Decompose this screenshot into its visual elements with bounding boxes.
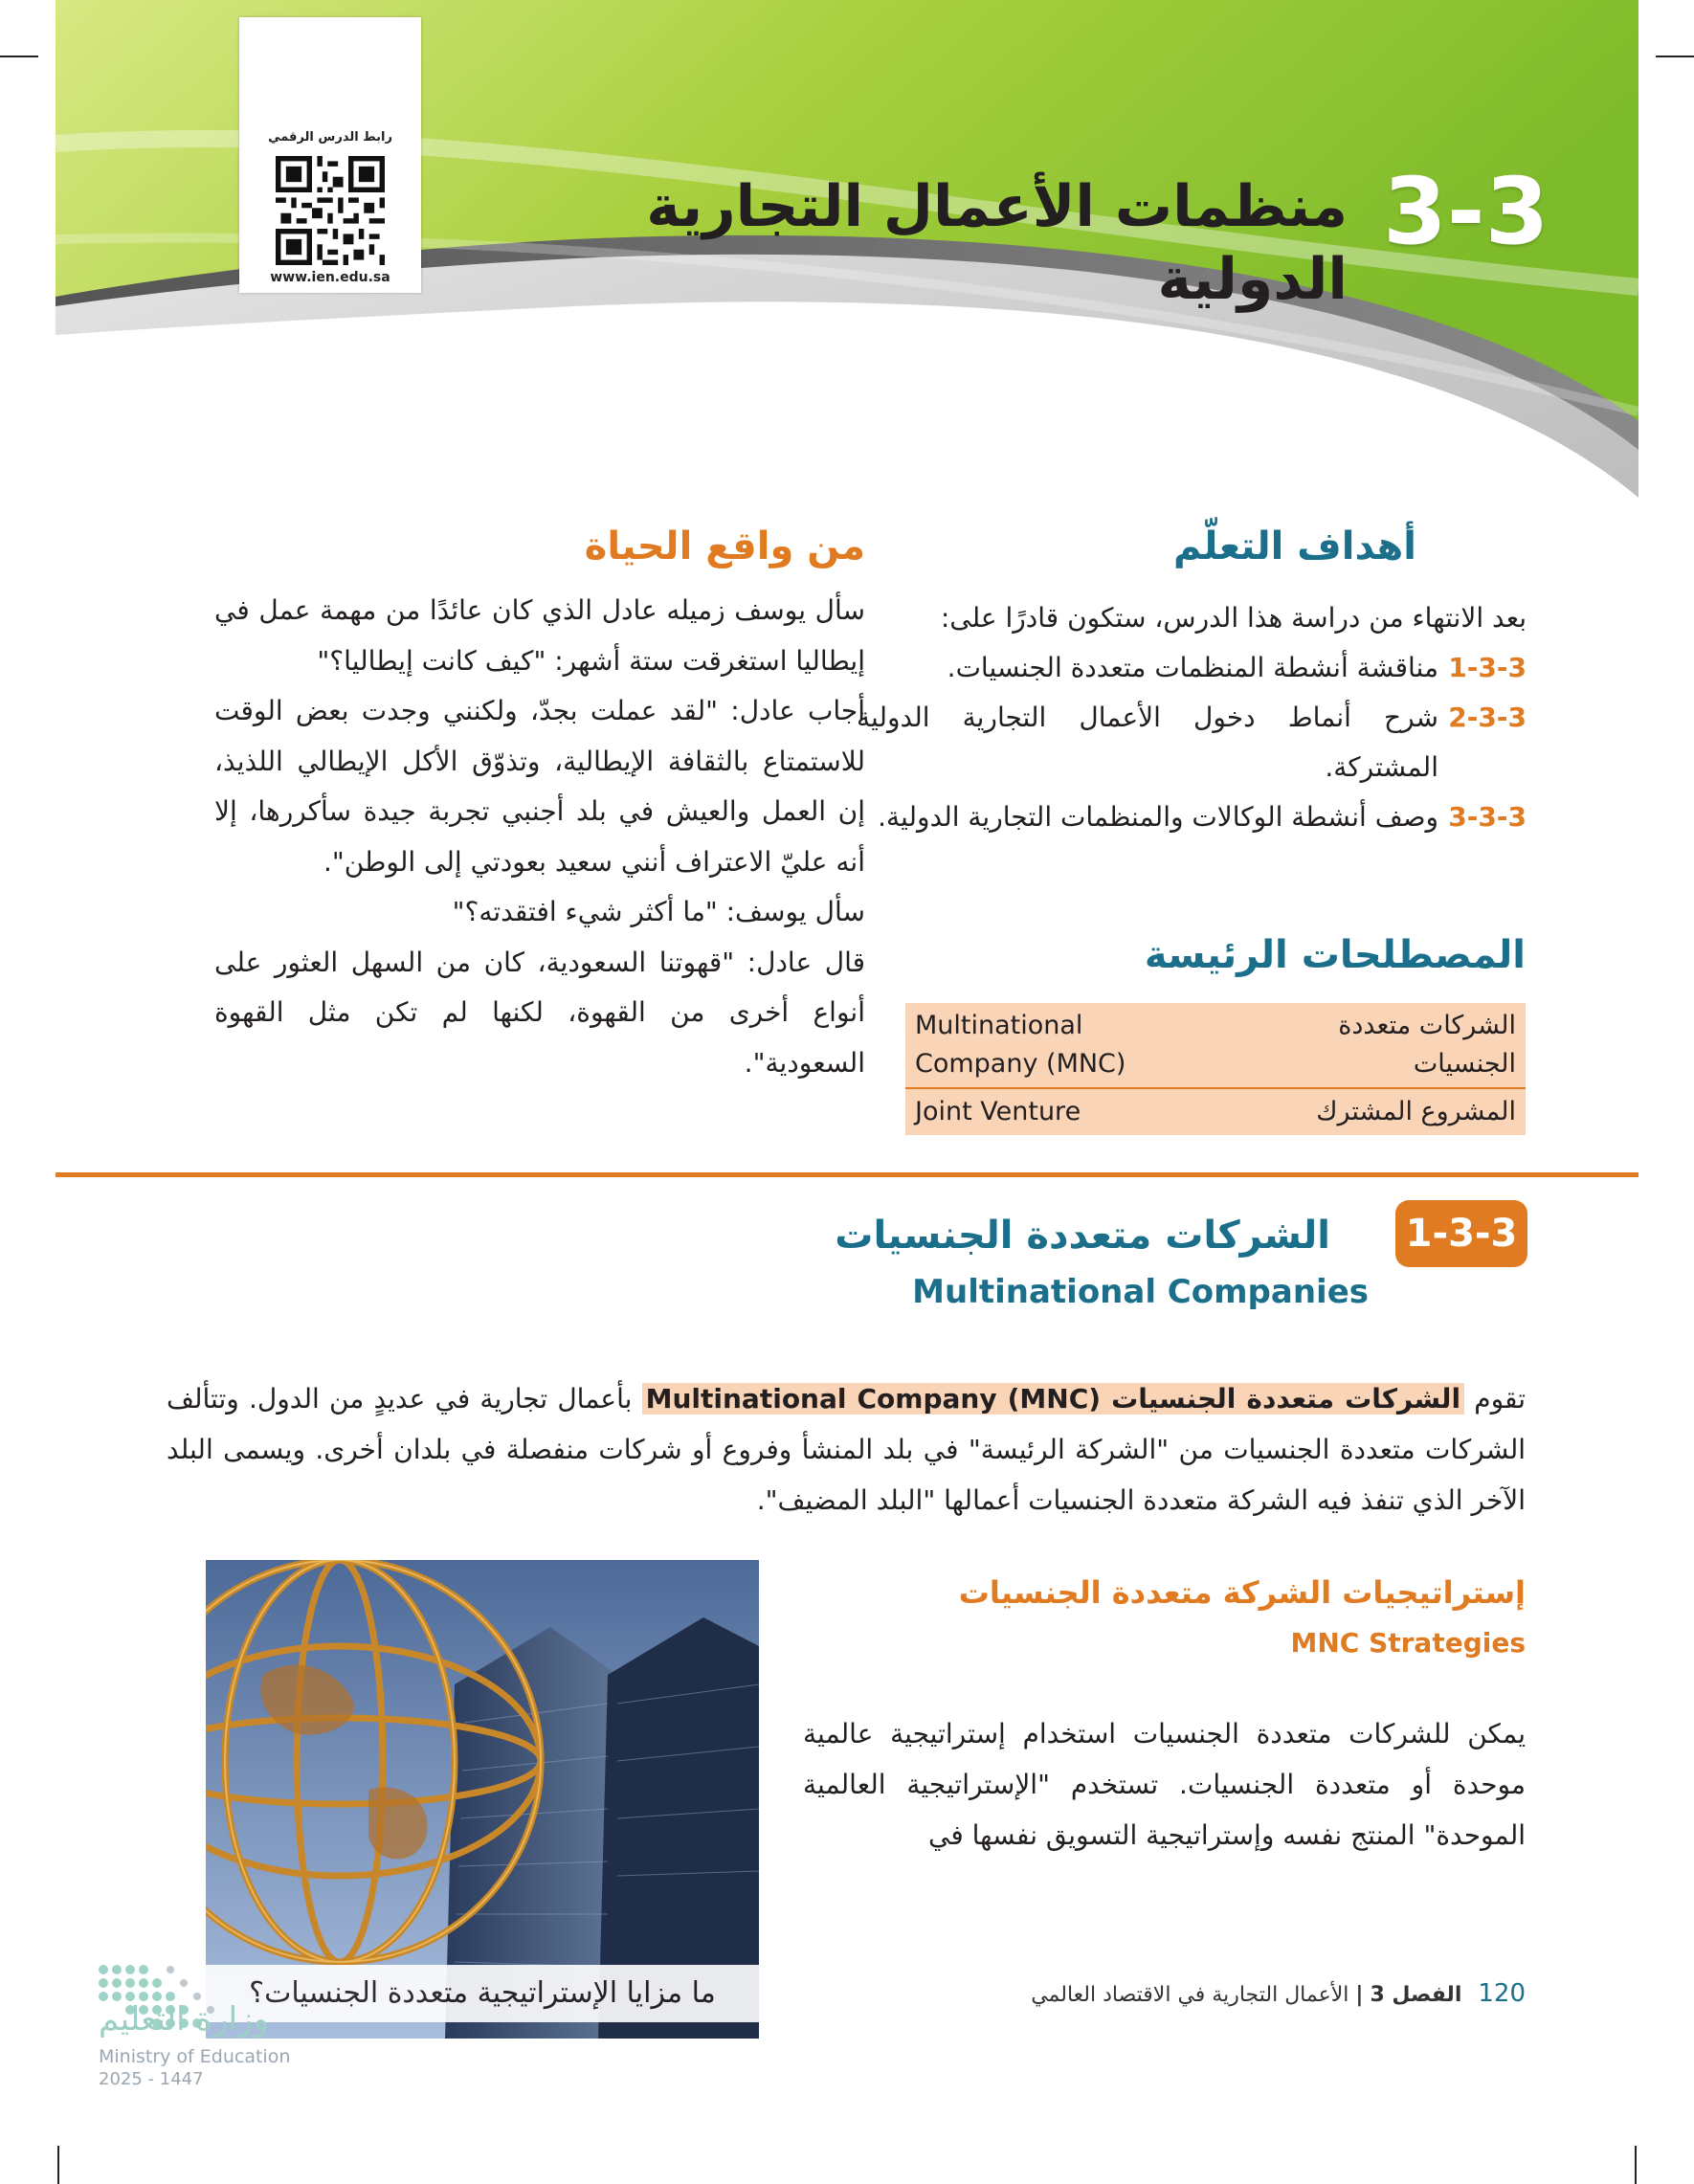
objective-item (857, 693, 1527, 792)
objective-text: شرح أنماط دخول الأعمال التجارية الدولية المشتركة. (857, 702, 1438, 783)
chapter-title: الأعمال التجارية في الاقتصاد العالمي (1031, 1983, 1349, 2007)
highlight-ar: الشركات متعددة الجنسيات (1111, 1383, 1461, 1415)
objectives-heading: أهداف التعلّم (1173, 524, 1416, 568)
objective-number: 2-3-3 (1448, 702, 1527, 733)
chapter-label: الفصل 3 (1370, 1983, 1462, 2007)
section-title-en: Multinational Companies (912, 1273, 1369, 1311)
objective-item (857, 792, 1527, 842)
term-highlight (642, 1383, 1464, 1415)
section-divider (56, 1172, 1638, 1177)
photo-caption: ما مزايا الإستراتيجية متعددة الجنسيات؟ (206, 1965, 759, 2022)
real-life-paragraph: قال عادل: "قهوتنا السعودية، كان من السهل العثور على أنواع أخرى من القهوة، لكنها لم تكن مثل القهوة السعودية". (214, 946, 865, 1079)
objective-text: مناقشة أنشطة المنظمات متعددة الجنسيات. (947, 652, 1438, 683)
crop-mark (1635, 2146, 1637, 2184)
objective-item (857, 643, 1527, 693)
intro-text-start: تقوم (1474, 1383, 1526, 1415)
intro-text-rest: بأعمال تجارية في عديدٍ من الدول. وتتألف الشركات متعددة الجنسيات من "الشركة الرئيسة" في بلد المنشأ وفروع أو شركات منفصلة في بلدان أخرى. ويسمى البلد الآخر الذي تنفذ فيه الشركة متعددة الجنسيات أعمالها "البلد المضيف". (167, 1383, 1526, 1516)
real-life-paragraph: أجاب عادل: "لقد عملت بجدّ، ولكنني وجدت بعض الوقت للاستمتاع بالثقافة الإيطالية، وتذوّق الأكل الإيطالي اللذيذ، إن العمل والعيش في بلد أجنبي تجربة جيدة سأكررها، إلا أنه عليّ الاعتراف أنني سعيد بعودتي إلى الوطن". (214, 695, 865, 878)
crop-mark (57, 2146, 59, 2184)
strategies-heading-ar: إستراتيجيات الشركة متعددة الجنسيات (958, 1574, 1526, 1611)
strategies-heading-en: MNC Strategies (1290, 1627, 1526, 1659)
ministry-name-en: Ministry of Education (99, 2046, 291, 2067)
section-intro-paragraph (167, 1373, 1526, 1526)
page-number: 120 (1478, 1979, 1526, 2008)
key-terms-table (905, 1003, 1526, 1135)
key-terms-heading: المصطلحات الرئيسة (1144, 933, 1526, 977)
objective-number: 3-3-3 (1448, 801, 1527, 833)
term-english: Multinational Company (MNC) (915, 1011, 1126, 1079)
lesson-number: 3-3 (1383, 158, 1549, 265)
objective-number: 1-3-3 (1448, 652, 1527, 683)
objectives-intro: بعد الانتهاء من دراسة هذا الدرس، ستكون قادرًا على: (940, 602, 1527, 634)
qr-caption: رابط الدرس الرقمي (268, 130, 392, 145)
section-title-ar: الشركات متعددة الجنسيات (835, 1214, 1330, 1258)
highlight-en: Multinational Company (MNC) (645, 1383, 1102, 1415)
footer-separator: | (1355, 1983, 1364, 2007)
real-life-paragraph: سأل يوسف زميله عادل الذي كان عائدًا من مهمة عمل في إيطاليا استغرقت ستة أشهر: "كيف كانت إيطاليا؟" (214, 594, 865, 677)
qr-url[interactable]: www.ien.edu.sa (270, 270, 390, 285)
qr-code-icon[interactable] (276, 156, 385, 265)
objectives-list (857, 593, 1527, 842)
real-life-text (214, 586, 865, 1088)
section-number-badge: 1-3-3 (1395, 1200, 1527, 1267)
term-arabic: الشركات متعددة الجنسيات (1338, 1011, 1516, 1079)
real-life-paragraph: سأل يوسف: "ما أكثر شيء افتقدته؟" (452, 896, 865, 927)
ministry-name-ar: وزارة التعليم (99, 2000, 269, 2039)
term-english: Joint Venture (905, 1088, 1221, 1135)
lesson-title: منظمات الأعمال التجارية الدولية (646, 173, 1348, 313)
objective-text: وصف أنشطة الوكالات والمنظمات التجارية الدولية. (878, 801, 1438, 833)
real-life-heading: من واقع الحياة (584, 524, 865, 568)
page-footer (1031, 1979, 1526, 2008)
table-row (905, 1003, 1526, 1088)
term-arabic: المشروع المشترك (1221, 1088, 1526, 1135)
qr-card[interactable] (239, 17, 421, 293)
strategies-paragraph: يمكن للشركات متعددة الجنسيات استخدام إستراتيجية عالمية موحدة أو متعددة الجنسيات. تستخدم "الإستراتيجية العالمية الموحدة" المنتج نفسه وإستراتيجية التسويق نفسها في (803, 1718, 1526, 1851)
ministry-year: 2025 - 1447 (99, 2069, 204, 2089)
table-row (905, 1088, 1526, 1135)
